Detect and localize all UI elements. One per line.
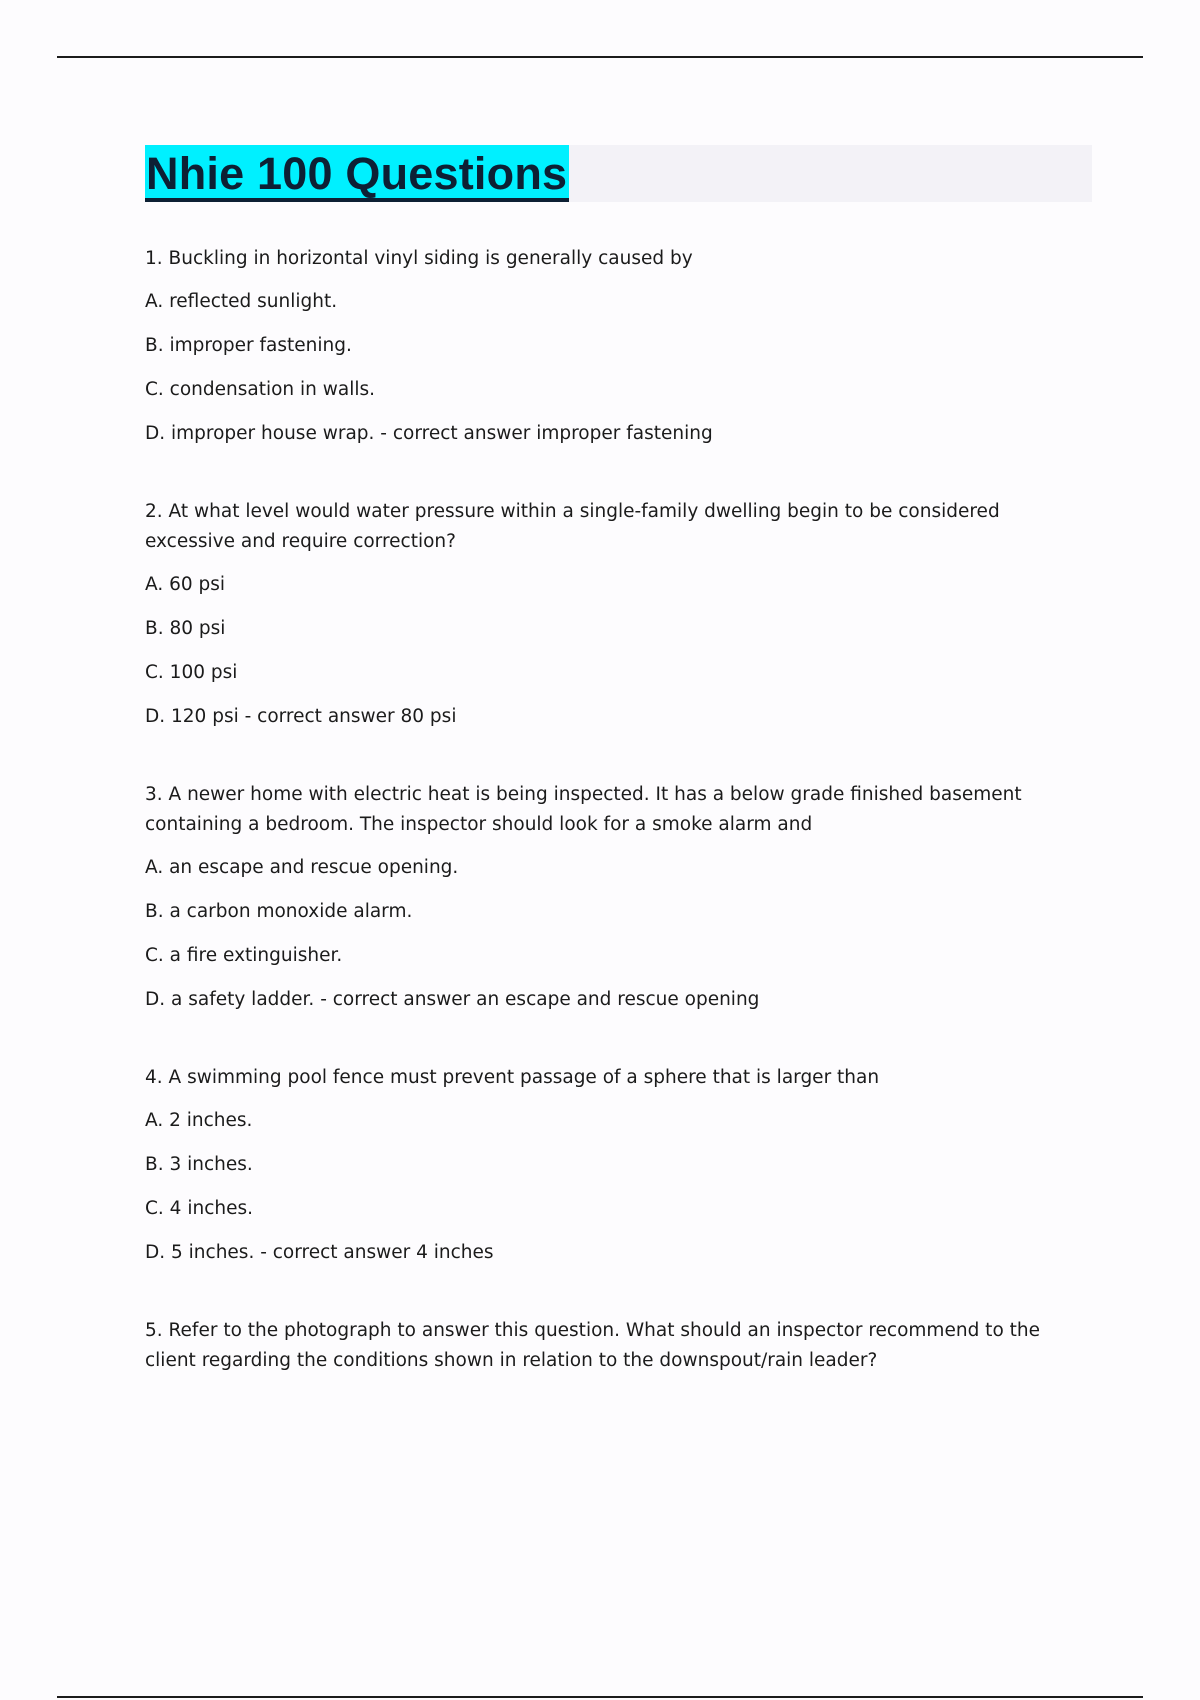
- question-5: [145, 1316, 1095, 1376]
- question-1: [145, 244, 1095, 449]
- question-text: 1. Buckling in horizontal vinyl siding is generally caused by: [145, 248, 693, 269]
- answer-option-b: B. a carbon monoxide alarm.: [145, 901, 413, 922]
- answer-option-a: A. 2 inches.: [145, 1110, 253, 1131]
- answer-option-b: B. 80 psi: [145, 618, 226, 639]
- answer-option-a: A. an escape and rescue opening.: [145, 857, 459, 878]
- answer-option-a: A. 60 psi: [145, 574, 226, 595]
- answer-option-c: C. a fire extinguisher.: [145, 945, 343, 966]
- answer-option-c: C. 100 psi: [145, 662, 238, 683]
- answer-option-d: D. improper house wrap. - correct answer improper fastening: [145, 423, 713, 444]
- question-list: [145, 244, 1095, 1392]
- answer-option-d: D. 120 psi - correct answer 80 psi: [145, 706, 457, 727]
- question-4: [145, 1063, 1095, 1268]
- question-2: [145, 497, 1095, 732]
- answer-option-b: B. 3 inches.: [145, 1154, 253, 1175]
- answer-option-d: D. a safety ladder. - correct answer an escape and rescue opening: [145, 989, 760, 1010]
- answer-option-b: B. improper fastening.: [145, 335, 352, 356]
- top-rule: [57, 56, 1143, 58]
- question-text: 4. A swimming pool fence must prevent passage of a sphere that is larger than: [145, 1067, 880, 1088]
- question-text: 3. A newer home with electric heat is being inspected. It has a below grade finished basement containing a bedroom. The inspector should look for a smoke alarm and: [145, 784, 1022, 835]
- question-text: 5. Refer to the photograph to answer this question. What should an inspector recommend to the client regarding the conditions shown in relation to the downspout/rain leader?: [145, 1320, 1041, 1371]
- question-3: [145, 780, 1095, 1015]
- answer-option-a: A. reflected sunlight.: [145, 291, 338, 312]
- page-title: Nhie 100 Questions: [145, 145, 569, 202]
- answer-option-c: C. 4 inches.: [145, 1198, 253, 1219]
- question-text: 2. At what level would water pressure within a single-family dwelling begin to be considered excessive and require correction?: [145, 501, 1000, 552]
- bottom-rule: [57, 1696, 1143, 1698]
- answer-option-d: D. 5 inches. - correct answer 4 inches: [145, 1242, 494, 1263]
- answer-option-c: C. condensation in walls.: [145, 379, 376, 400]
